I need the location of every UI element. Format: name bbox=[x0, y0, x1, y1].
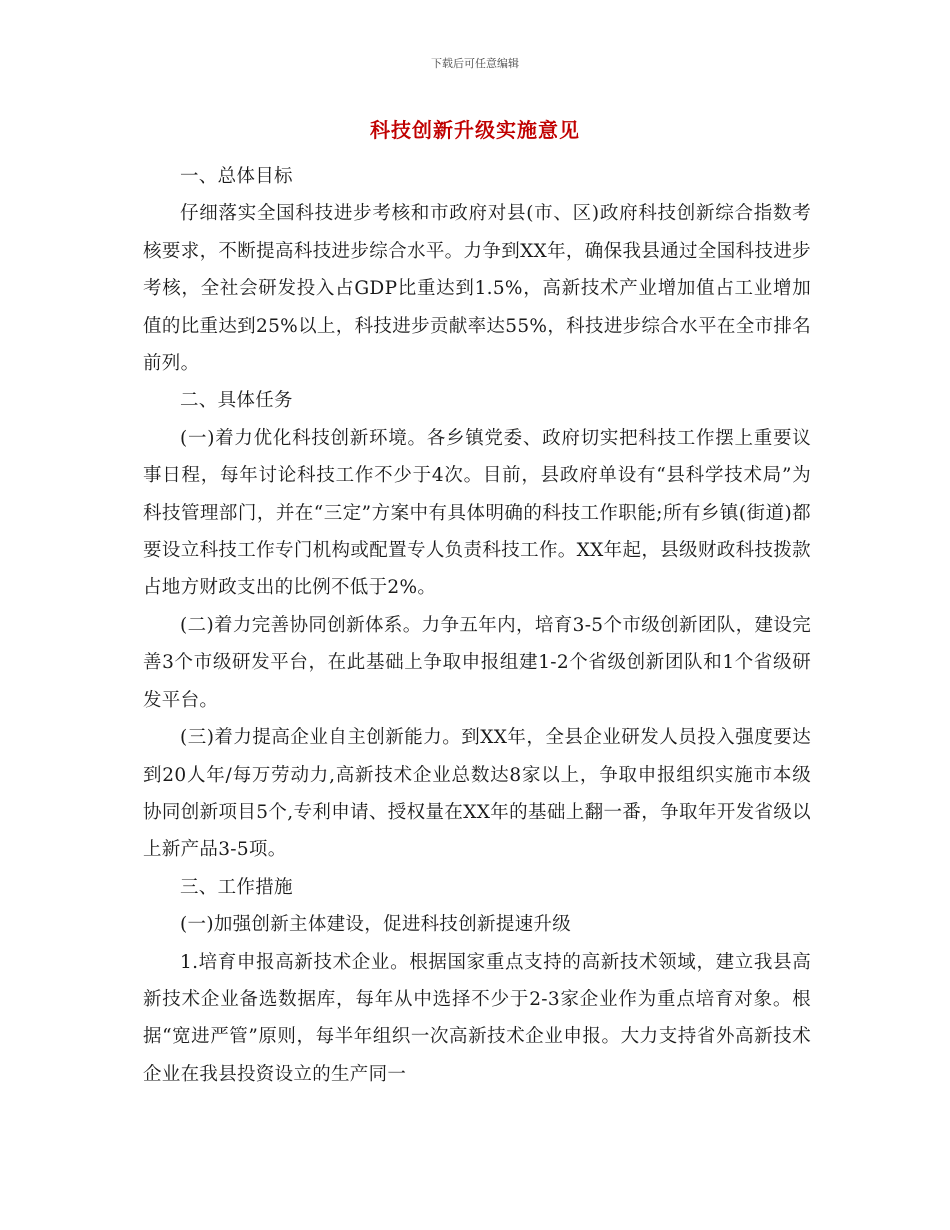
paragraph-task-1: (一)着力优化科技创新环境。各乡镇党委、政府切实把科技工作摆上重要议事日程，每年讨论科技工作不少于4次。目前，县政府单设有“县科学技术局”为科技管理部门，并在“三定”方案中有具体明确的科技工作职能;所有乡镇(街道)都要设立科技工作专门机构或配置专人负责科技工作。XX年起，县级财政科技拨款占地方财政支出的比例不低于2%。 bbox=[143, 427, 811, 599]
paragraph-measure-1-1: 1.培育申报高新技术企业。根据国家重点支持的高新技术领域，建立我县高新技术企业备选数据库，每年从中选择不少于2-3家企业作为重点培育对象。根据“宽进严管”原则，每半年组织一次高新技术企业申报。大力支持省外高新技术企业在我县投资设立的生产同一 bbox=[143, 951, 811, 1085]
paragraph-task-2: (二)着力完善协同创新体系。力争五年内，培育3-5个市级创新团队，建设完善3个市级研发平台，在此基础上争取申报组建1-2个省级创新团队和1个省级研发平台。 bbox=[143, 614, 811, 711]
section-heading-measures: 三、工作措施 bbox=[180, 876, 293, 898]
paragraph-goals: 仔细落实全国科技进步考核和市政府对县(市、区)政府科技创新综合指数考核要求，不断提高科技进步综合水平。力争到XX年，确保我县通过全国科技进步考核，全社会研发投入占GDP比重达到1.5%，高新技术产业增加值占工业增加值的比重达到25%以上，科技进步贡献率达55%，科技进步综合水平在全市排名前列。 bbox=[143, 203, 811, 375]
subheading-measure-1: (一)加强创新主体建设，促进科技创新提速升级 bbox=[180, 914, 572, 936]
paragraph-task-3: (三)着力提高企业自主创新能力。到XX年，全县企业研发人员投入强度要达到20人年/每万劳动力,高新技术企业总数达8家以上，争取申报组织实施市本级协同创新项目5个,专利申请、授权量在XX年的基础上翻一番，争取年开发省级以上新产品3-5项。 bbox=[143, 727, 811, 861]
document-body bbox=[143, 158, 811, 1093]
section-heading-goals: 一、总体目标 bbox=[180, 166, 293, 187]
section-heading-tasks: 二、具体任务 bbox=[180, 390, 293, 412]
document-title: 科技创新升级实施意见 bbox=[370, 118, 580, 142]
page-header-note: 下载后可任意编辑 bbox=[431, 57, 519, 70]
